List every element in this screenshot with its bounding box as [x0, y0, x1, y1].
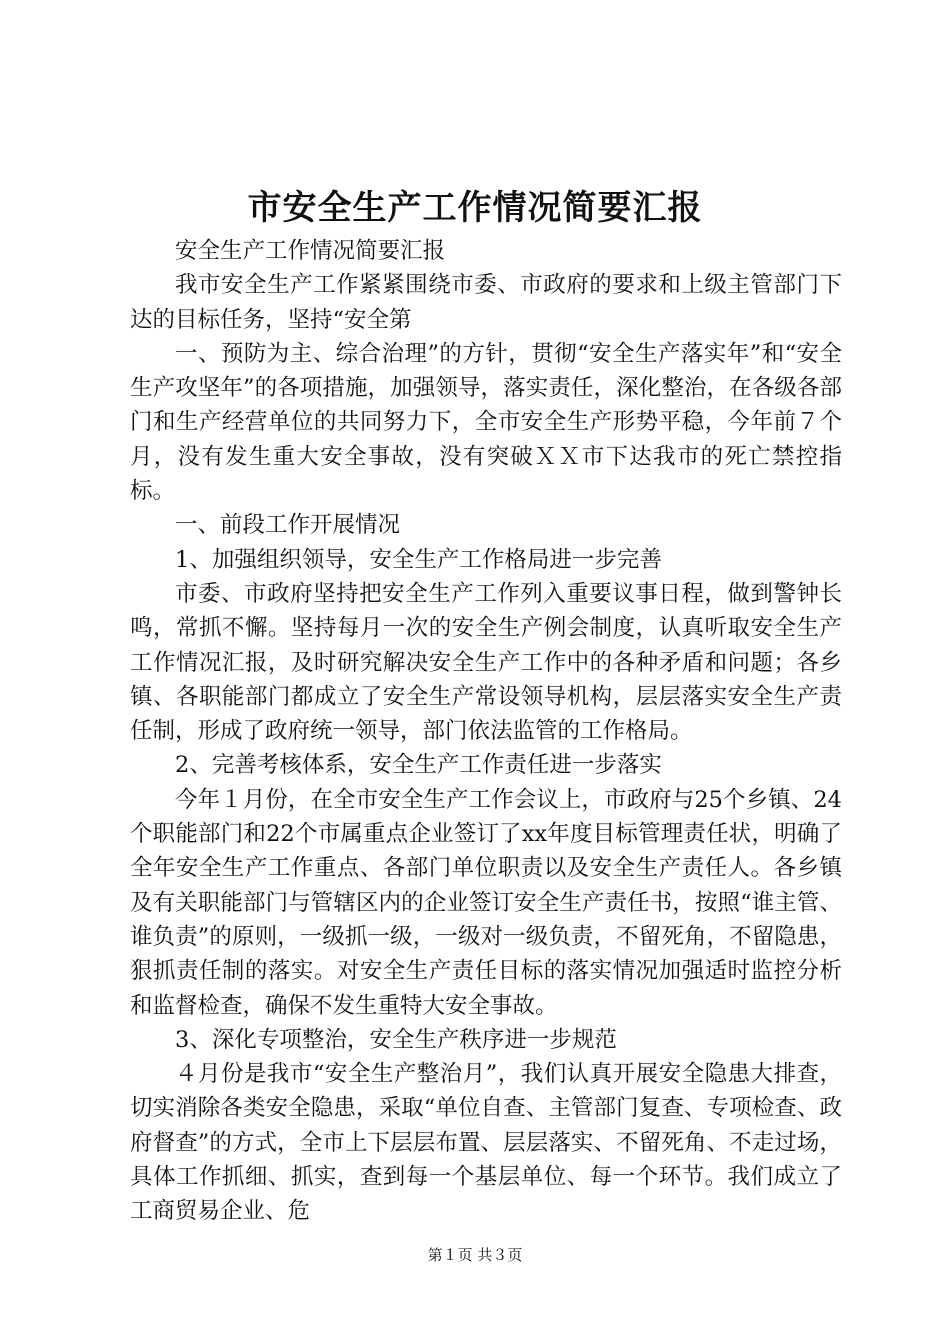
document-title: 市安全生产工作情况简要汇报: [247, 188, 703, 228]
body-paragraph-2: 今年１月份，在全市安全生产工作会议上，市政府与25个乡镇、24个职能部门和22个市属重点企业签订了xx年度目标管理责任状，明确了全年安全生产工作重点、各部门单位职责以及安全生产责任人。各乡镇及有关职能部门与管辖区内的企业签订安全生产责任书，按照“谁主管、谁负责”的原则，一级抓一级，一级对一级负责，不留死角，不留隐患，狠抓责任制的落实。对安全生产责任目标的落实情况加强适时监控分析和监督检查，确保不发生重特大安全事故。: [130, 786, 842, 1019]
subsection-heading-1: 1、加强组织领导，安全生产工作格局进一步完善: [175, 546, 662, 573]
policy-paragraph: 一、预防为主、综合治理”的方针，贯彻“安全生产落实年”和“安全生产攻坚年”的各项措施，加强领导，落实责任，深化整治，在各级各部门和生产经营单位的共同努力下，全市安全生产形势平稳，今年前７个月，没有发生重大安全事故，没有突破ＸＸ市下达我市的死亡禁控指标。: [130, 340, 842, 505]
section-heading: 一、前段工作开展情况: [175, 512, 401, 539]
subtitle-paragraph: 安全生产工作情况简要汇报: [175, 238, 446, 264]
document-body: [130, 234, 842, 1229]
subsection-heading-2: 2、完善考核体系，安全生产工作责任进一步落实: [175, 752, 662, 779]
body-paragraph-3: ４月份是我市“安全生产整治月”，我们认真开展安全隐患大排查，切实消除各类安全隐患，采取“单位自查、主管部门复查、专项检查、政府督查”的方式，全市上下层层布置、层层落实、不留死角、不走过场，具体工作抓细、抓实，查到每一个基层单位、每一个环节。我们成立了工商贸易企业、危: [130, 1061, 842, 1225]
page-number-footer: 第１页 共３页: [427, 1246, 523, 1264]
body-paragraph-1: 市委、市政府坚持把安全生产工作列入重要议事日程，做到警钟长鸣，常抓不懈。坚持每月一次的安全生产例会制度，认真听取安全生产工作情况汇报，及时研究解决安全生产工作中的各种矛盾和问题；各乡镇、各职能部门都成立了安全生产常设领导机构，层层落实安全生产责任制，形成了政府统一领导，部门依法监管的工作格局。: [130, 580, 842, 745]
intro-paragraph: 我市安全生产工作紧紧围绕市委、市政府的要求和上级主管部门下达的目标任务，坚持“安全第: [130, 272, 842, 333]
subsection-heading-3: 3、深化专项整治，安全生产秩序进一步规范: [175, 1026, 617, 1053]
